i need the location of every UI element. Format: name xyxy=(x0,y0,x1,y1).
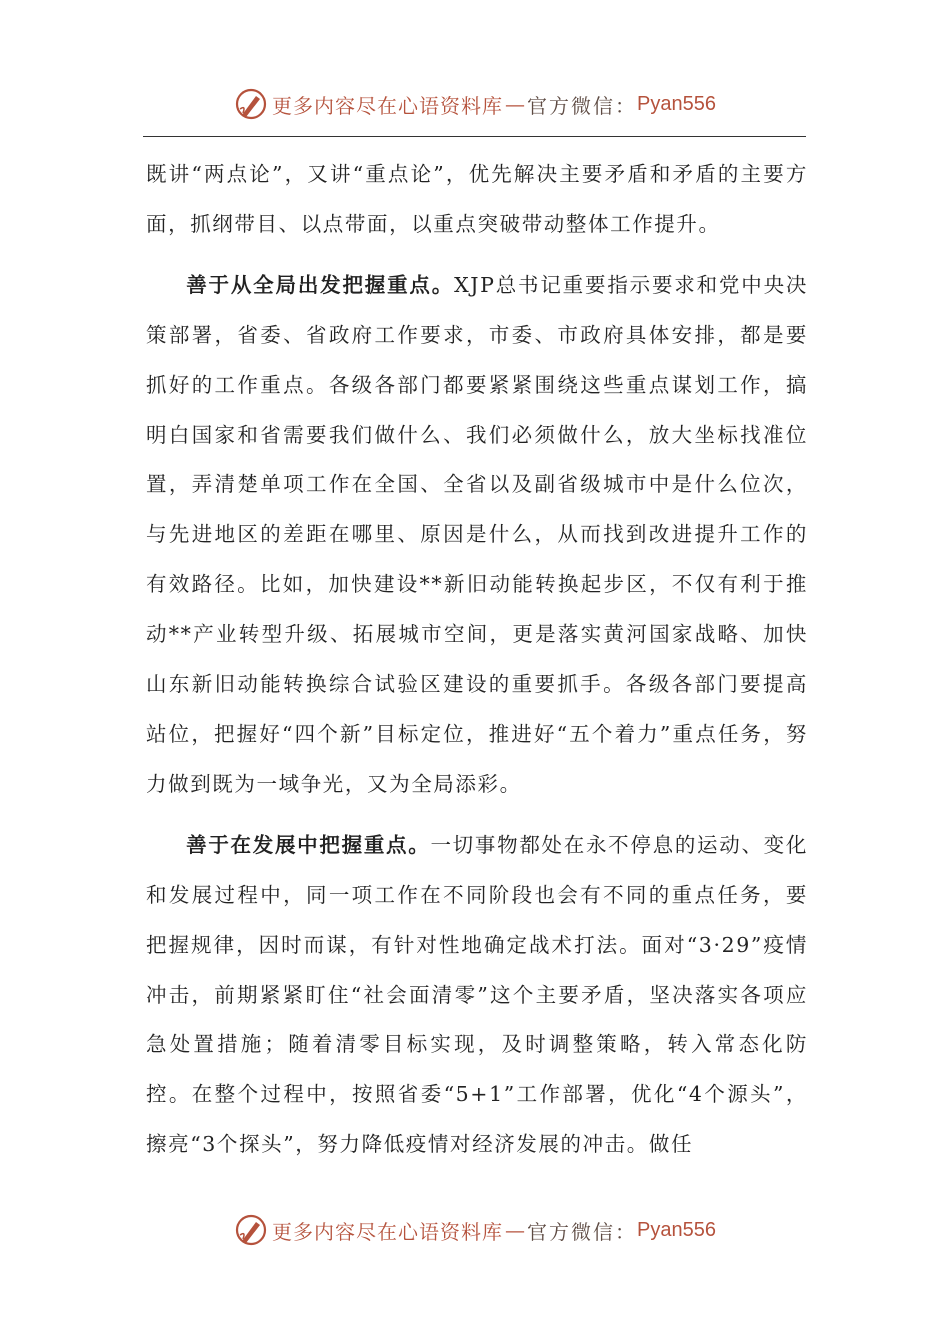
brand-text: 更多内容尽在心语资料库 xyxy=(272,93,504,118)
pen-logo-icon xyxy=(234,87,268,121)
paragraph xyxy=(146,821,808,1170)
wechat-label: 官方微信： xyxy=(527,93,638,118)
banner-separator: — xyxy=(505,1218,526,1242)
paragraph xyxy=(146,261,808,810)
banner-separator: — xyxy=(505,92,526,116)
footer-banner xyxy=(0,1210,950,1250)
document-body xyxy=(146,150,808,1170)
paragraph-text: XJP总书记重要指示要求和党中央决策部署，省委、省政府工作要求，市委、市政府具体安排，都是要抓好的工作重点。各级各部门都要紧紧围绕这些重点谋划工作，搞明白国家和省需要我们做什么、我们必须做什么，放大坐标找准位置，弄清楚单项工作在全国、全省以及副省级城市中是什么位次，与先进地区的差距在哪里、原因是什么，从而找到改进提升工作的有效路径。比如，加快建设**新旧动能转换起步区，不仅有利于推动**产业转型升级、拓展城市空间，更是落实黄河国家战略、加快山东新旧动能转换综合试验区建设的重要抓手。各级各部门要提高站位，把握好“四个新”目标定位，推进好“五个着力”重点任务，努力做到既为一域争光，又为全局添彩。 xyxy=(146,272,809,796)
paragraph-text: 一切事物都处在永不停息的运动、变化和发展过程中，同一项工作在不同阶段也会有不同的重点任务，要把握规律，因时而谋，有针对性地确定战术打法。面对“3·29”疫情冲击，前期紧紧盯住“社会面清零”这个主要矛盾，坚决落实各项应急处置措施；随着清零目标实现，及时调整策略，转入常态化防控。在整个过程中，按照省委“5+1”工作部署，优化“4个源头”，擦亮“3个探头”，努力降低疫情对经济发展的冲击。做任 xyxy=(146,832,808,1157)
paragraph xyxy=(146,150,808,250)
header-divider xyxy=(143,136,806,137)
brand-text: 更多内容尽在心语资料库 xyxy=(272,1219,504,1244)
pen-logo-icon xyxy=(234,1213,268,1247)
paragraph-text: 既讲“两点论”，又讲“重点论”，优先解决主要矛盾和矛盾的主要方面，抓纲带目、以点带面，以重点突破带动整体工作提升。 xyxy=(146,162,808,236)
paragraph-lead: 善于从全局出发把握重点。 xyxy=(186,272,455,297)
header-banner xyxy=(0,84,950,124)
wechat-id: Pyan556 xyxy=(637,1218,716,1241)
wechat-id: Pyan556 xyxy=(637,92,716,115)
paragraph-lead: 善于在发展中把握重点。 xyxy=(186,832,431,857)
wechat-label: 官方微信： xyxy=(527,1219,638,1244)
